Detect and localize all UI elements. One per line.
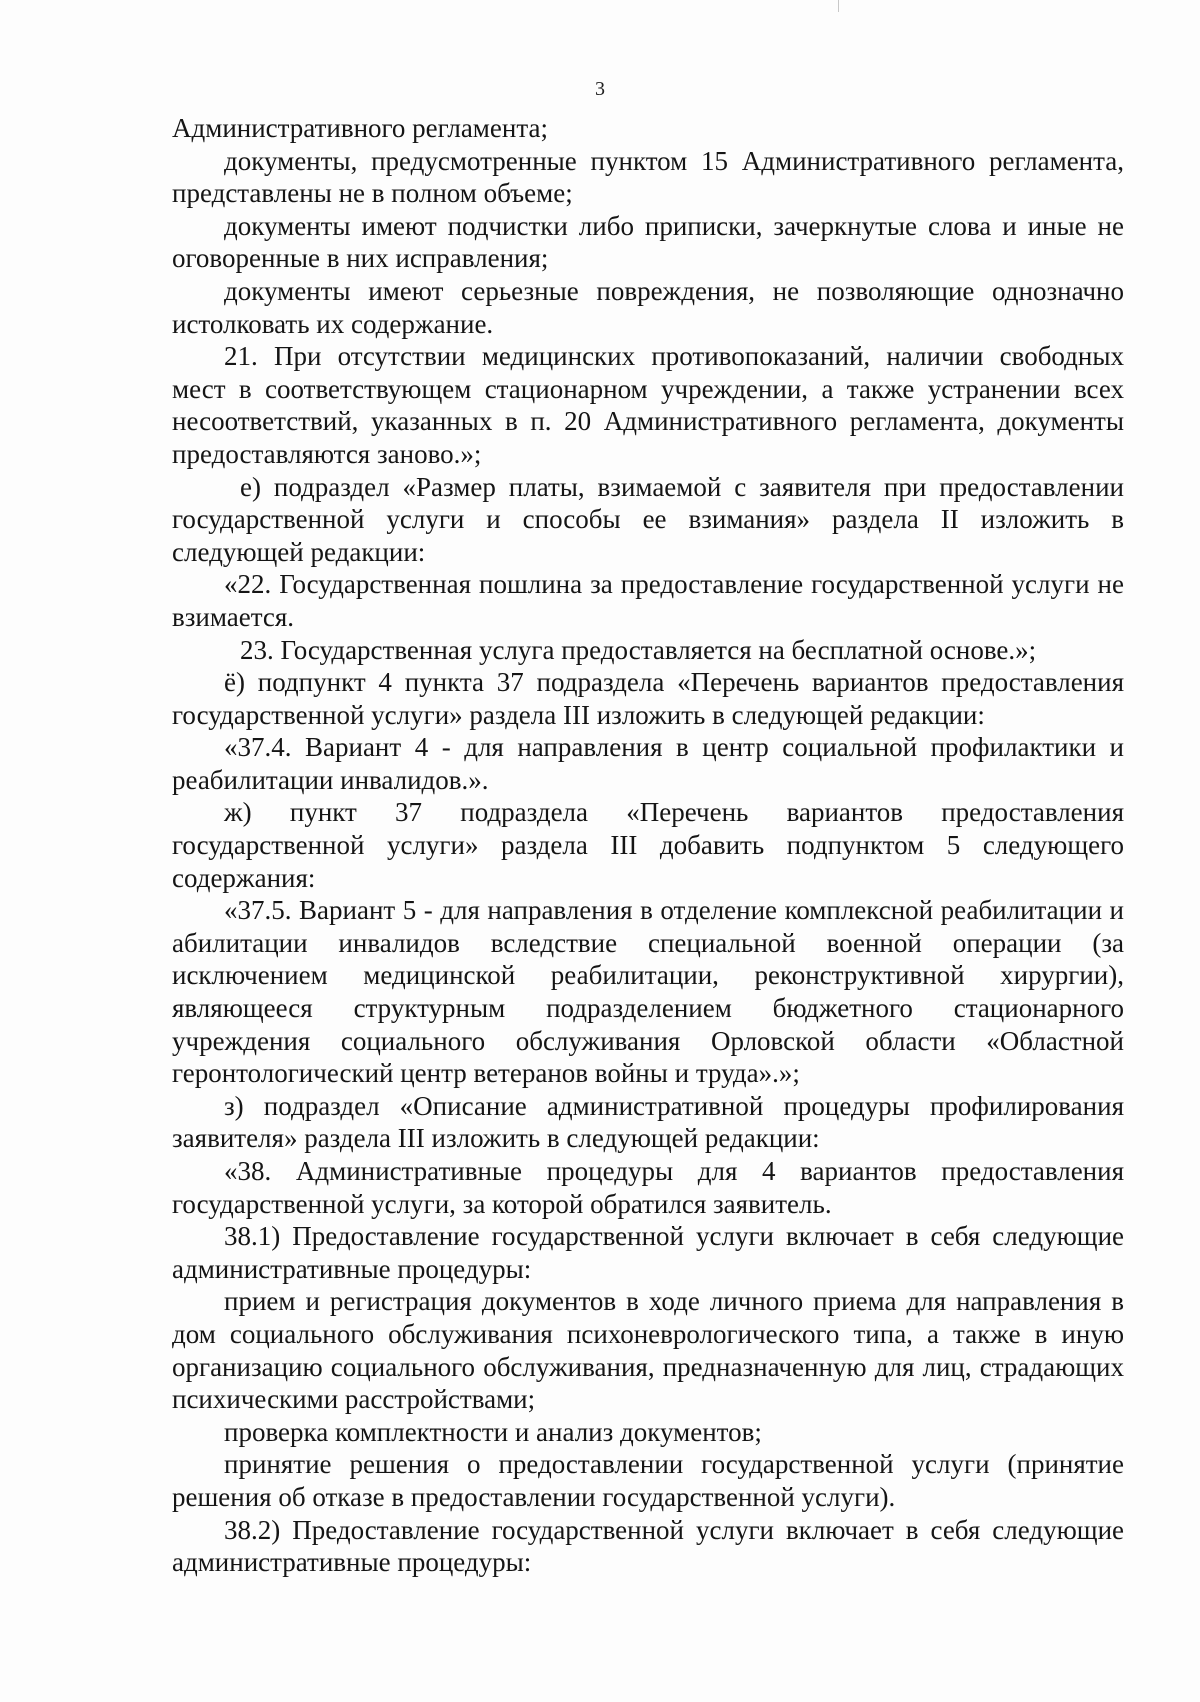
paragraph: з) подраздел «Описание административной процедуры профилирования заявителя» раздела III изложить в следующей редакции:	[172, 1090, 1124, 1154]
document-body	[172, 112, 1124, 1579]
paragraph: проверка комплектности и анализ документов;	[224, 1416, 762, 1447]
paragraph: ё) подпункт 4 пункта 37 подраздела «Перечень вариантов предоставления государственной услуги» раздела III изложить в следующей редакции:	[172, 667, 1124, 730]
paragraph: документы имеют серьезные повреждения, не позволяющие однозначно истолковать их содержание.	[172, 275, 1124, 339]
paragraph: 23. Государственная услуга предоставляется на бесплатной основе.»;	[240, 634, 1037, 665]
paragraph: Административного регламента;	[172, 113, 548, 143]
page-number: 3	[595, 78, 605, 100]
paragraph: ж) пункт 37 подраздела «Перечень вариантов предоставления государственной услуги» раздела III добавить подпунктом 5 следующего содержания:	[172, 797, 1124, 893]
paragraph: «22. Государственная пошлина за предоставление государственной услуги не взимается.	[172, 569, 1124, 632]
paragraph: е) подраздел «Размер платы, взимаемой с заявителя при предоставлении государственной услуги и способы ее взимания» раздела II изложить в следующей редакции:	[172, 471, 1124, 567]
paragraph: 21. При отсутствии медицинских противопоказаний, наличии свободных мест в соответствующем стационарном учреждении, а также устранении всех несоответствий, указанных в п. 20 Административного регламента, документы предоставляются заново.»;	[172, 341, 1124, 469]
paragraph: документы имеют подчистки либо приписки, зачеркнутые слова и иные не оговоренные в них исправления;	[172, 210, 1124, 274]
paragraph: документы, предусмотренные пунктом 15 Административного регламента, представлены не в полном объеме;	[172, 145, 1124, 209]
paragraph: «38. Административные процедуры для 4 вариантов предоставления государственной услуги, за которой обратился заявитель.	[172, 1156, 1124, 1219]
paragraph: «37.5. Вариант 5 - для направления в отделение комплексной реабилитации и абилитации инвалидов вследствие специальной военной операции (за исключением медицинской реабилитации, реконструктивной хирургии), являющееся структурным подразделением бюджетного стационарного учреждения социального обслуживания Орловской области «Областной геронтологический центр ветеранов войны и труда».»;	[172, 895, 1124, 1089]
paragraph: 38.2) Предоставление государственной услуги включает в себя следующие административные процедуры:	[172, 1514, 1124, 1578]
paragraph: «37.4. Вариант 4 - для направления в центр социальной профилактики и реабилитации инвалидов.».	[172, 732, 1124, 795]
paragraph: 38.1) Предоставление государственной услуги включает в себя следующие административные процедуры:	[172, 1221, 1124, 1284]
scan-artifact	[838, 0, 839, 12]
paragraph: прием и регистрация документов в ходе личного приема для направления в дом социального обслуживания психоневрологического типа, а также в иную организацию социального обслуживания, предназначенную для лиц, страдающих психическими расстройствами;	[172, 1286, 1124, 1415]
paragraph: принятие решения о предоставлении государственной услуги (принятие решения об отказе в предоставлении государственной услуги).	[172, 1449, 1124, 1512]
